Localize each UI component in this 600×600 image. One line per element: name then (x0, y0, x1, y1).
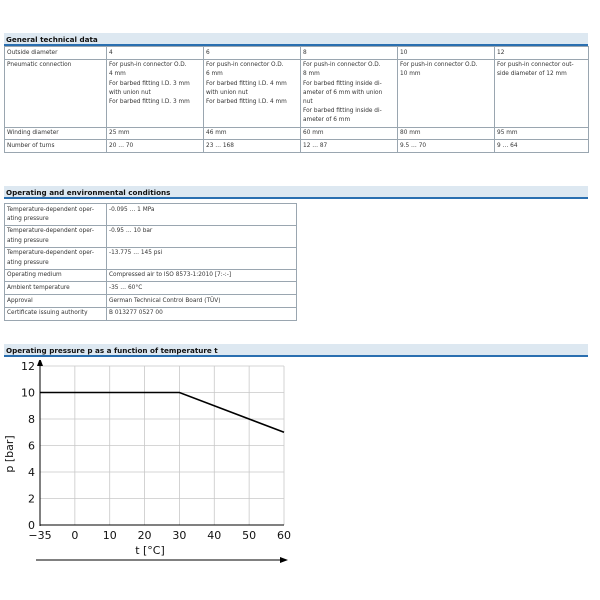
table-cell (204, 59, 301, 127)
table-cell (398, 127, 495, 140)
table-cell (398, 140, 495, 153)
table-row (5, 204, 297, 226)
x-tick-label: 60 (277, 529, 291, 542)
x-tick-label: 20 (137, 529, 152, 542)
cell-text-line: 8 mm (303, 71, 320, 78)
cell-text-line: For barbed fitting I.D. 4 mm (206, 99, 287, 106)
cell-text-line: For barbed fitting I.D. 4 mm (206, 80, 287, 87)
table-cell (107, 140, 204, 153)
row-label (5, 269, 107, 282)
cell-text-line: ating pressure (7, 237, 49, 244)
table-cell (107, 59, 204, 127)
table-row (5, 140, 589, 153)
cell-text-line: For barbed fitting I.D. 3 mm (109, 99, 190, 106)
row-label (5, 282, 107, 295)
cell-text-line: 12 … 87 (303, 142, 328, 149)
cell-text-line: Operating medium (7, 272, 62, 279)
cell-text-line: 23 … 168 (206, 142, 234, 149)
table-cell (301, 47, 398, 60)
row-label: Number of turns (5, 140, 107, 153)
row-value: Compressed air to ISO 8573-1:2010 [7:-:-] (107, 269, 297, 282)
cell-text-line: 46 mm (206, 130, 227, 137)
table-cell (495, 47, 589, 60)
table-row (5, 282, 297, 295)
table-row (5, 59, 589, 127)
cell-text-line: with union nut (109, 89, 151, 96)
table-cell (495, 59, 589, 127)
table-cell (495, 140, 589, 153)
cell-text-line: 10 mm (400, 71, 421, 78)
cell-text-line: ameter of 6 mm with union (303, 89, 383, 96)
cell-text-line: side diameter of 12 mm (497, 71, 567, 78)
cell-text-line: 60 mm (303, 130, 324, 137)
y-axis-label: p [bar] (3, 435, 16, 473)
cell-text-line: Certificate issuing authority (7, 310, 88, 317)
cell-text-line: 95 mm (497, 130, 518, 137)
table-cell (107, 127, 204, 140)
cell-text-line: For push-in connector O.D. (400, 62, 478, 69)
y-tick-label: 4 (28, 466, 35, 479)
cell-text-line: nut (303, 99, 313, 106)
cell-text-line: For barbed fitting I.D. 3 mm (109, 80, 190, 87)
cell-text-line: with union nut (206, 89, 248, 96)
general-technical-data-table (4, 46, 589, 153)
row-label: Pneumatic connection (5, 59, 107, 127)
chart-section-header: Operating pressure p as a function of temperature t (4, 344, 588, 357)
table-cell (301, 127, 398, 140)
x-tick-label: 40 (207, 529, 222, 542)
cell-text-line: Ambient temperature (7, 284, 70, 291)
cell-text-line: ating pressure (7, 215, 49, 222)
x-axis-label: t [°C] (135, 544, 165, 557)
table-cell (204, 47, 301, 60)
row-label (5, 247, 107, 269)
cell-text-line: 9 … 64 (497, 142, 518, 149)
row-label: Outside diameter (5, 47, 107, 60)
series-line (40, 393, 284, 433)
cell-text-line: 9.5 … 70 (400, 142, 427, 149)
table-cell (204, 140, 301, 153)
cell-text-line: For push-in connector O.D. (109, 62, 187, 69)
cell-text-line: For push-in connector O.D. (303, 62, 381, 69)
row-value: B 013277 0527 00 (107, 307, 297, 320)
x-tick-label: 10 (102, 529, 117, 542)
row-label (5, 307, 107, 320)
table-row (5, 47, 589, 60)
y-tick-label: 6 (28, 439, 35, 453)
table-cell (301, 59, 398, 127)
cell-text-line: 8 (303, 49, 307, 56)
table-row (5, 269, 297, 282)
x-tick-label: 50 (242, 529, 257, 542)
x-direction-arrow-head (280, 557, 288, 563)
cell-text-line: 80 mm (400, 130, 421, 137)
operating-conditions-table (4, 203, 297, 321)
y-tick-label: 10 (21, 386, 35, 400)
y-axis-arrow (37, 360, 43, 366)
general-technical-data-header: General technical data (4, 33, 588, 46)
cell-text-line: 12 (497, 49, 505, 56)
table-cell (398, 47, 495, 60)
table-cell (495, 127, 589, 140)
y-tick-label: 12 (21, 360, 35, 373)
cell-text-line: ating pressure (7, 259, 49, 266)
table-cell (204, 127, 301, 140)
x-tick-label: −35 (28, 529, 52, 542)
pressure-temperature-chart (0, 360, 300, 600)
row-value: -13.775 … 145 psi (107, 247, 297, 269)
row-label (5, 204, 107, 226)
cell-text-line: 25 mm (109, 130, 130, 137)
cell-text-line: Temperature-dependent oper- (7, 250, 94, 257)
row-value: German Technical Control Board (TÜV) (107, 295, 297, 308)
cell-text-line: For push-in connector O.D. (206, 62, 284, 69)
table-cell (398, 59, 495, 127)
table-row (5, 295, 297, 308)
x-tick-label: 30 (172, 529, 187, 542)
cell-text-line: For push-in connector out- (497, 62, 574, 69)
table-row (5, 307, 297, 320)
operating-conditions-header: Operating and environmental conditions (4, 186, 588, 199)
table-row (5, 225, 297, 247)
row-label (5, 295, 107, 308)
table-cell (301, 140, 398, 153)
cell-text-line: Approval (7, 297, 33, 304)
cell-text-line: 6 (206, 49, 210, 56)
row-value: -0.095 … 1 MPa (107, 204, 297, 226)
cell-text-line: 4 mm (109, 71, 126, 78)
row-value: -35 … 60°C (107, 282, 297, 295)
row-label (5, 225, 107, 247)
cell-text-line: ameter of 6 mm (303, 117, 351, 124)
y-tick-label: 0 (28, 519, 35, 532)
table-cell (107, 47, 204, 60)
cell-text-line: For barbed fitting inside di- (303, 80, 382, 87)
cell-text-line: 10 (400, 49, 408, 56)
cell-text-line: For barbed fitting inside di- (303, 108, 382, 115)
x-tick-label: 0 (71, 529, 79, 542)
y-tick-label: 2 (28, 492, 35, 506)
cell-text-line: Temperature-dependent oper- (7, 206, 94, 213)
row-value: -0.95 … 10 bar (107, 225, 297, 247)
table-row (5, 127, 589, 140)
row-label: Winding diameter (5, 127, 107, 140)
cell-text-line: 20 … 70 (109, 142, 134, 149)
y-tick-label: 8 (28, 413, 35, 426)
cell-text-line: 4 (109, 49, 113, 56)
cell-text-line: 6 mm (206, 71, 223, 78)
table-row (5, 247, 297, 269)
cell-text-line: Temperature-dependent oper- (7, 228, 94, 235)
